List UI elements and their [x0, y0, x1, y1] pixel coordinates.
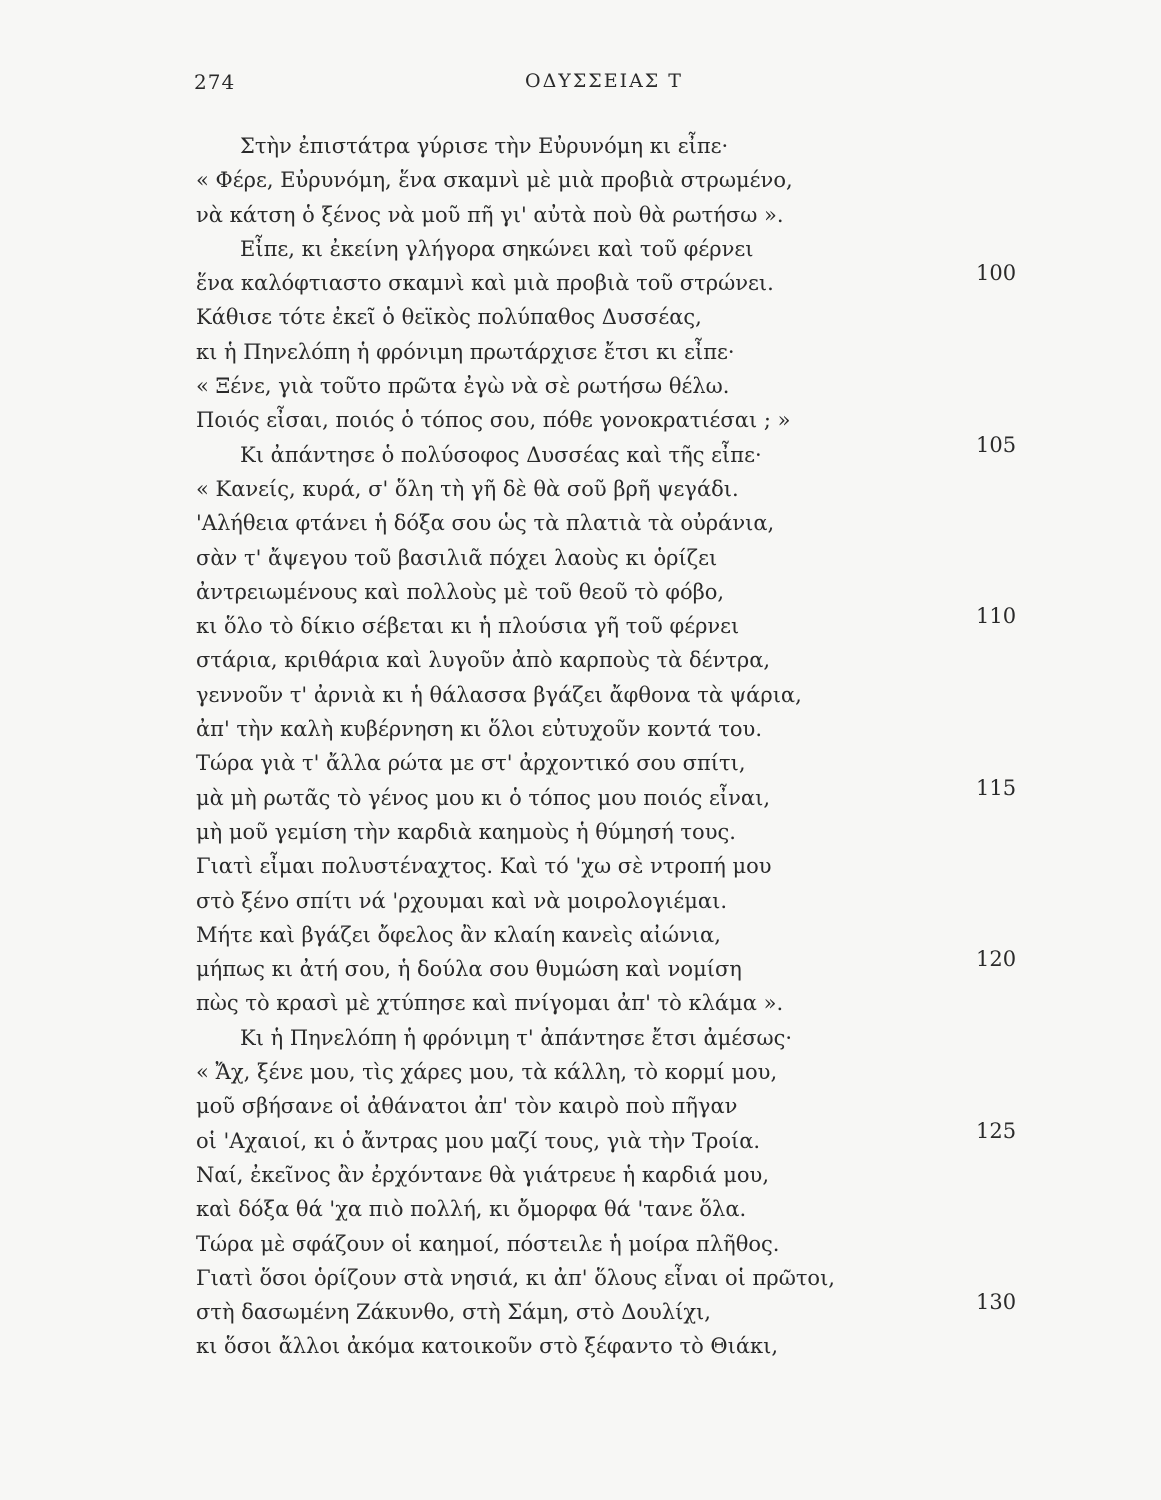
verse-line	[196, 335, 1076, 369]
verse-text: πὼς τὸ κρασὶ μὲ χτύπησε καὶ πνίγομαι ἀπ' τὸ κλάμα ».	[196, 991, 784, 1016]
verse-text: Τώρα γιὰ τ' ἄλλα ρώτα με στ' ἀρχοντικό σου σπίτι,	[196, 751, 746, 776]
verse-line	[196, 849, 1076, 883]
verse-text: μήπως κι ἀτή σου, ἡ δούλα σου θυμώση καὶ νομίση	[196, 957, 742, 982]
verse-line	[196, 163, 1076, 197]
verse-line	[196, 198, 1076, 232]
line-number: 100	[976, 261, 1017, 286]
verse-line	[196, 541, 1076, 575]
verse-text: Κάθισε τότε ἐκεῖ ὁ θεϊκὸς πολύπαθος Δυσσέας,	[196, 305, 702, 330]
verse-line	[196, 129, 1076, 163]
verse-text: « Ἄχ, ξένε μου, τὶς χάρες μου, τὰ κάλλη, τὸ κορμί μου,	[196, 1060, 778, 1085]
verse-line	[196, 472, 1076, 506]
verse-text: μὰ μὴ ρωτᾶς τὸ γένος μου κι ὁ τόπος μου ποιός εἶναι,	[196, 785, 771, 810]
verse-text: Τώρα μὲ σφάζουν οἱ καημοί, πόστειλε ἡ μοίρα πλῆθος.	[196, 1231, 780, 1256]
verse-text: « Ξένε, γιὰ τοῦτο πρῶτα ἐγὼ νὰ σὲ ρωτήσω θέλω.	[196, 374, 730, 399]
verse-text: « Φέρε, Εὐρυνόμη, ἕνα σκαμνὶ μὲ μιὰ προβιὰ στρωμένο,	[196, 168, 793, 193]
verse-line	[196, 1290, 1076, 1329]
verse-line	[196, 1329, 1076, 1363]
page-number: 274	[194, 70, 236, 94]
verse-text: Γιατὶ εἶμαι πολυστέναχτος. Καὶ τό 'χω σὲ ντροπή μου	[196, 854, 772, 879]
verse-text: ἀπ' τὴν καλὴ κυβέρνηση κι ὅλοι εὐτυχοῦν κοντά του.	[196, 717, 762, 742]
verse-line	[196, 300, 1076, 334]
verse-line	[196, 1261, 1076, 1295]
verse-text: στὴ δασωμένη Ζάκυνθο, στὴ Σάμη, στὸ Δουλίχι,	[196, 1300, 711, 1325]
verse-text: κι ὅσοι ἄλλοι ἀκόμα κατοικοῦν στὸ ξέφαντο τὸ Θιάκι,	[196, 1334, 779, 1359]
verse-line	[196, 369, 1076, 403]
verse-line	[196, 1055, 1076, 1089]
verse-text: στάρια, κριθάρια καὶ λυγοῦν ἀπὸ καρποὺς τὰ δέντρα,	[196, 648, 771, 673]
verse-line	[196, 1118, 1076, 1158]
verse-line	[196, 1089, 1076, 1123]
verse-line	[196, 1192, 1076, 1226]
verse-text: Ποιός εἶσαι, ποιός ὁ τόπος σου, πόθε γονοκρατιέσαι ; »	[196, 408, 791, 433]
verse-text: « Κανείς, κυρά, σ' ὅλη τὴ γῆ δὲ θὰ σοῦ βρῆ ψεγάδι.	[196, 476, 739, 501]
line-number: 115	[976, 775, 1017, 800]
line-number: 105	[976, 432, 1017, 457]
verse-line	[196, 1227, 1076, 1261]
verse-text: σὰν τ' ἄψεγου τοῦ βασιλιᾶ πόχει λαοὺς κι ὁρίζει	[196, 545, 718, 570]
verse-line	[196, 643, 1076, 677]
page-header	[0, 70, 1161, 100]
verse-line	[196, 432, 1076, 472]
verse-line	[196, 232, 1076, 266]
verse-text: νὰ κάτση ὁ ξένος νὰ μοῦ πῆ γι' αὐτὰ ποὺ θὰ ρωτήσω ».	[196, 202, 784, 227]
verse-text: μὴ μοῦ γεμίση τὴν καρδιὰ καημοὺς ἡ θύμησή τους.	[196, 819, 736, 844]
verse-text: Κι ἡ Πηνελόπη ἡ φρόνιμη τ' ἀπάντησε ἔτσι ἀμέσως·	[240, 1025, 793, 1050]
verse-line	[196, 261, 1076, 300]
verse-text: Ναί, ἐκεῖνος ἂν ἐρχόντανε θὰ γιάτρευε ἡ καρδιά μου,	[196, 1162, 769, 1187]
line-number: 130	[976, 1290, 1017, 1315]
line-number: 120	[976, 947, 1017, 972]
verse-line	[196, 604, 1076, 643]
verse-line	[196, 403, 1076, 437]
verse-line	[196, 712, 1076, 746]
verse-text: γεννοῦν τ' ἀρνιὰ κι ἡ θάλασσα βγάζει ἄφθονα τὰ ψάρια,	[196, 682, 802, 707]
verse-line	[196, 1021, 1076, 1055]
verse-text: ἀντρειωμένους καὶ πολλοὺς μὲ τοῦ θεοῦ τὸ φόβο,	[196, 579, 725, 604]
verse-line	[196, 775, 1076, 815]
line-number: 110	[976, 604, 1017, 629]
verse-text: Κι ἀπάντησε ὁ πολύσοφος Δυσσέας καὶ τῆς εἶπε·	[240, 442, 762, 467]
line-number: 125	[976, 1118, 1017, 1143]
verse-text: ἕνα καλόφτιαστο σκαμνὶ καὶ μιὰ προβιὰ τοῦ στρώνει.	[196, 271, 774, 296]
running-title: ΟΔΥΣΣΕΙΑΣ Τ	[525, 70, 683, 92]
verse-line	[196, 746, 1076, 780]
verse-line	[196, 918, 1076, 952]
verse-line	[196, 815, 1076, 849]
verse-text: Εἶπε, κι ἐκείνη γλήγορα σηκώνει καὶ τοῦ φέρνει	[240, 236, 754, 261]
verse-text: οἱ 'Αχαιοί, κι ὁ ἄντρας μου μαζί τους, γιὰ τὴν Τροία.	[196, 1128, 761, 1153]
verse-text: κι ὅλο τὸ δίκιο σέβεται κι ἡ πλούσια γῆ τοῦ φέρνει	[196, 614, 740, 639]
verse-line	[196, 678, 1076, 712]
verse-line	[196, 884, 1076, 918]
verse-line	[196, 506, 1076, 540]
verse-text: Μήτε καὶ βγάζει ὄφελος ἂν κλαίη κανεὶς αἰώνια,	[196, 922, 721, 947]
verse-line	[196, 575, 1076, 609]
verse-line	[196, 947, 1076, 986]
verse-list	[196, 129, 1076, 1364]
verse-line	[196, 1158, 1076, 1192]
verse-line	[196, 986, 1076, 1020]
verse-text: 'Αλήθεια φτάνει ἡ δόξα σου ὡς τὰ πλατιὰ τὰ οὐράνια,	[196, 511, 775, 536]
verse-text: κι ἡ Πηνελόπη ἡ φρόνιμη πρωτάρχισε ἔτσι κι εἶπε·	[196, 339, 735, 364]
verse-text: καὶ δόξα θά 'χα πιὸ πολλή, κι ὄμορφα θά 'τανε ὅλα.	[196, 1197, 747, 1222]
verse-text: Στὴν ἐπιστάτρα γύρισε τὴν Εὐρυνόμη κι εἶπε·	[240, 134, 729, 158]
verse-text: Γιατὶ ὅσοι ὁρίζουν στὰ νησιά, κι ἀπ' ὅλους εἶναι οἱ πρῶτοι,	[196, 1265, 835, 1290]
verse-text: μοῦ σβήσανε οἱ ἀθάνατοι ἀπ' τὸν καιρὸ ποὺ πῆγαν	[196, 1094, 738, 1119]
verse-text: στὸ ξένο σπίτι νά 'ρχουμαι καὶ νὰ μοιρολογιέμαι.	[196, 888, 728, 913]
